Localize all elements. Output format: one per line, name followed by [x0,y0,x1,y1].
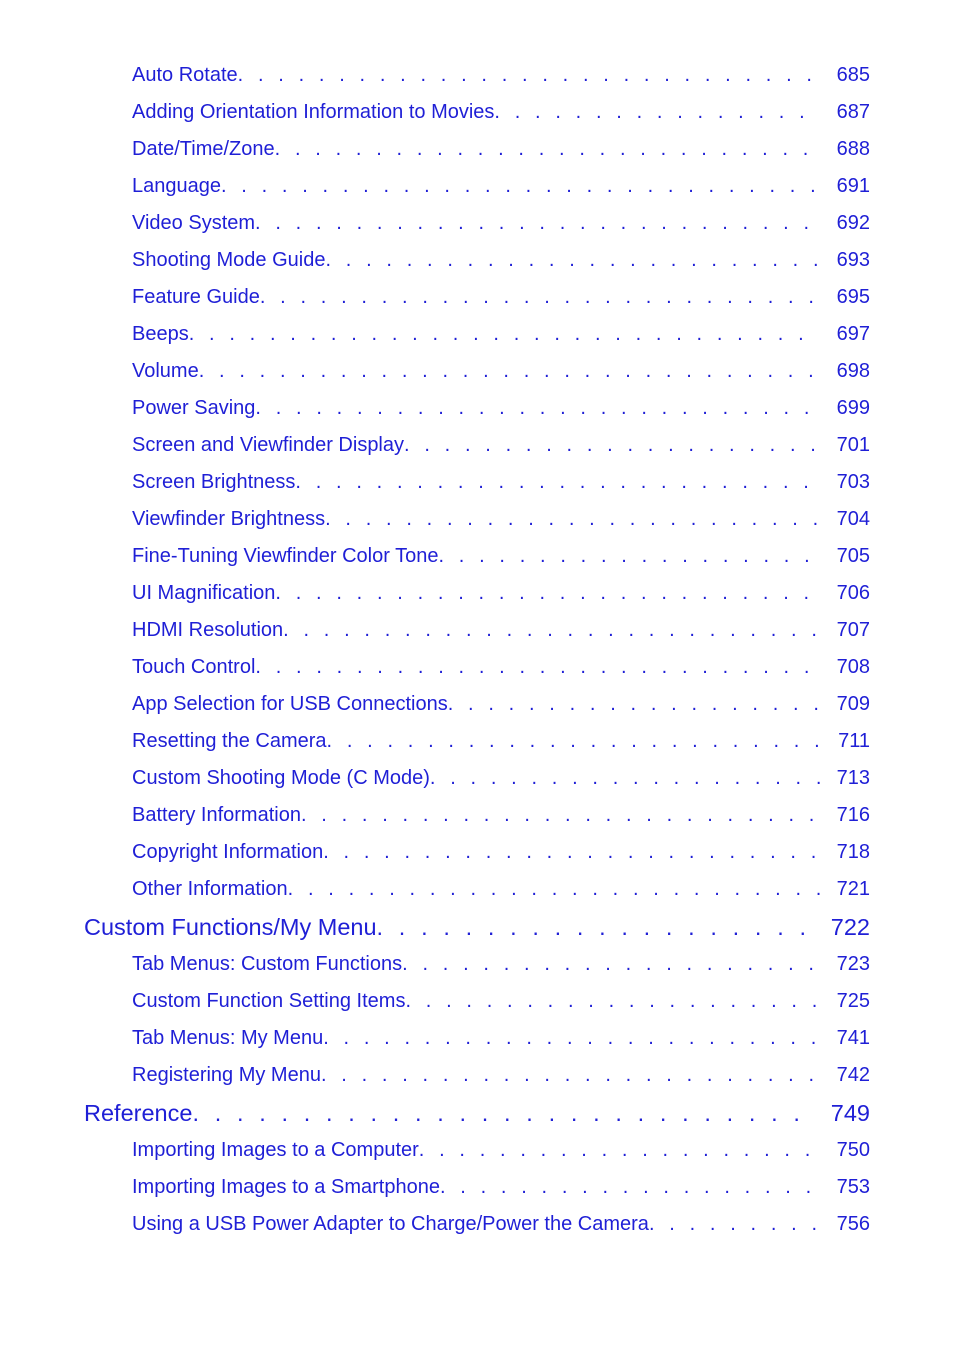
toc-entry-title: Using a USB Power Adapter to Charge/Power the Camera [132,1213,649,1235]
toc-entry-link[interactable] [0,57,870,94]
toc-entry-title: Volume [132,360,199,382]
toc-entry-title: Copyright Information [132,841,324,863]
toc-page-number: 688 [836,138,870,160]
toc-entry-title: HDMI Resolution [132,619,284,641]
toc-entry-title: Beeps [132,323,189,345]
toc-entry-link[interactable] [0,1169,870,1206]
toc-entry-title: Tab Menus: Custom Functions [132,953,403,975]
dot-leader [295,464,820,501]
toc-entry-title: App Selection for USB Connections [132,693,448,715]
dot-leader [255,649,820,686]
toc-entry-link[interactable] [0,242,870,279]
dot-leader [440,1169,820,1206]
toc-page-number: 723 [836,953,870,975]
toc-page-number: 708 [836,656,870,678]
dot-leader [283,612,820,649]
toc-page-number: 722 [830,914,870,940]
toc-page-number: 725 [836,990,870,1012]
toc-entry-title: Importing Images to a Smartphone [132,1176,440,1198]
toc-page-number: 698 [836,360,870,382]
toc-entry-title: Resetting the Camera [132,730,327,752]
toc-entry-link[interactable] [0,612,870,649]
toc-entry-link[interactable] [0,649,870,686]
toc-page-number: 685 [836,64,870,86]
toc-entry-link[interactable] [0,538,870,575]
toc-entry-title: Reference [84,1100,193,1126]
table-of-contents [0,57,954,1243]
dot-leader [321,1057,820,1094]
toc-entry-title: Tab Menus: My Menu [132,1027,324,1049]
toc-page-number: 718 [836,841,870,863]
dot-leader [325,501,820,538]
dot-leader [255,205,820,242]
toc-entry-title: Video System [132,212,256,234]
toc-entry-link[interactable] [0,131,870,168]
toc-entry-title: Shooting Mode Guide [132,249,326,271]
toc-page-number: 749 [830,1100,870,1126]
dot-leader [189,316,820,353]
toc-entry-title: Date/Time/Zone [132,138,275,160]
dot-leader [288,871,820,908]
toc-entry-link[interactable] [0,94,870,131]
toc-entry-link[interactable] [0,427,870,464]
toc-page-number: 716 [836,804,870,826]
dot-leader [430,760,820,797]
toc-page-number: 697 [836,323,870,345]
toc-entry-link[interactable] [0,946,870,983]
toc-entry-link[interactable] [0,168,870,205]
dot-leader [323,1020,820,1057]
toc-page-number: 750 [836,1139,870,1161]
dot-leader [494,94,820,131]
toc-entry-title: Touch Control [132,656,256,678]
dot-leader [275,131,820,168]
toc-entry-link[interactable] [0,723,870,760]
toc-entry-title: Feature Guide [132,286,260,308]
toc-entry-title: Adding Orientation Information to Movies [132,101,495,123]
toc-entry-link[interactable] [0,390,870,427]
toc-entry-title: Other Information [132,878,288,900]
toc-entry-link[interactable] [0,464,870,501]
dot-leader [405,983,820,1020]
dot-leader [301,797,820,834]
dot-leader [377,908,816,946]
toc-page-number: 693 [836,249,870,271]
toc-page-number: 742 [836,1064,870,1086]
toc-page-number: 692 [836,212,870,234]
toc-page-number: 687 [836,101,870,123]
dot-leader [438,538,820,575]
dot-leader [419,1132,820,1169]
toc-entry-link[interactable] [0,1132,870,1169]
toc-page-number: 704 [836,508,870,530]
toc-page-number: 705 [836,545,870,567]
toc-entry-title: Language [132,175,221,197]
toc-page-number: 711 [838,730,870,752]
toc-entry-title: Custom Function Setting Items [132,990,406,1012]
toc-section-link[interactable] [0,1094,870,1132]
dot-leader [327,723,820,760]
toc-page-number: 753 [836,1176,870,1198]
dot-leader [260,279,820,316]
toc-entry-title: Screen and Viewfinder Display [132,434,405,456]
toc-entry-link[interactable] [0,834,870,871]
dot-leader [325,242,820,279]
toc-entry-title: Screen Brightness [132,471,296,493]
toc-entry-link[interactable] [0,279,870,316]
dot-leader [402,946,820,983]
toc-entry-link[interactable] [0,797,870,834]
dot-leader [404,427,820,464]
toc-entry-title: Auto Rotate [132,64,238,86]
toc-entry-link[interactable] [0,1057,870,1094]
toc-page-number: 703 [836,471,870,493]
toc-entry-link[interactable] [0,205,870,242]
toc-entry-title: Power Saving [132,397,256,419]
toc-entry-link[interactable] [0,1020,870,1057]
toc-entry-title: Custom Functions/My Menu [84,914,377,940]
dot-leader [221,168,820,205]
dot-leader [275,575,820,612]
toc-entry-link[interactable] [0,1206,870,1243]
toc-entry-title: Battery Information [132,804,301,826]
toc-entry-title: Importing Images to a Computer [132,1139,419,1161]
toc-page-number: 695 [836,286,870,308]
toc-entry-link[interactable] [0,353,870,390]
toc-page-number: 709 [836,693,870,715]
dot-leader [238,57,820,94]
toc-page-number: 699 [836,397,870,419]
toc-entry-title: Registering My Menu [132,1064,321,1086]
toc-page-number: 701 [836,434,870,456]
toc-section-link[interactable] [0,908,870,946]
dot-leader [448,686,820,723]
toc-entry-link[interactable] [0,983,870,1020]
toc-page-number: 691 [836,175,870,197]
toc-entry-link[interactable] [0,575,870,612]
toc-entry-link[interactable] [0,871,870,908]
toc-entry-link[interactable] [0,501,870,538]
toc-page-number: 756 [836,1213,870,1235]
dot-leader [323,834,820,871]
dot-leader [199,353,820,390]
toc-entry-title: Custom Shooting Mode (C Mode) [132,767,430,789]
toc-entry-title: Fine-Tuning Viewfinder Color Tone [132,545,439,567]
dot-leader [255,390,820,427]
toc-page-number: 706 [836,582,870,604]
toc-entry-link[interactable] [0,760,870,797]
toc-entry-link[interactable] [0,316,870,353]
toc-page-number: 741 [836,1027,870,1049]
toc-entry-title: UI Magnification [132,582,276,604]
toc-entry-title: Viewfinder Brightness [132,508,326,530]
toc-entry-link[interactable] [0,686,870,723]
dot-leader [192,1094,816,1132]
toc-page-number: 721 [836,878,870,900]
toc-page-number: 707 [836,619,870,641]
dot-leader [649,1206,820,1243]
toc-page-number: 713 [836,767,870,789]
